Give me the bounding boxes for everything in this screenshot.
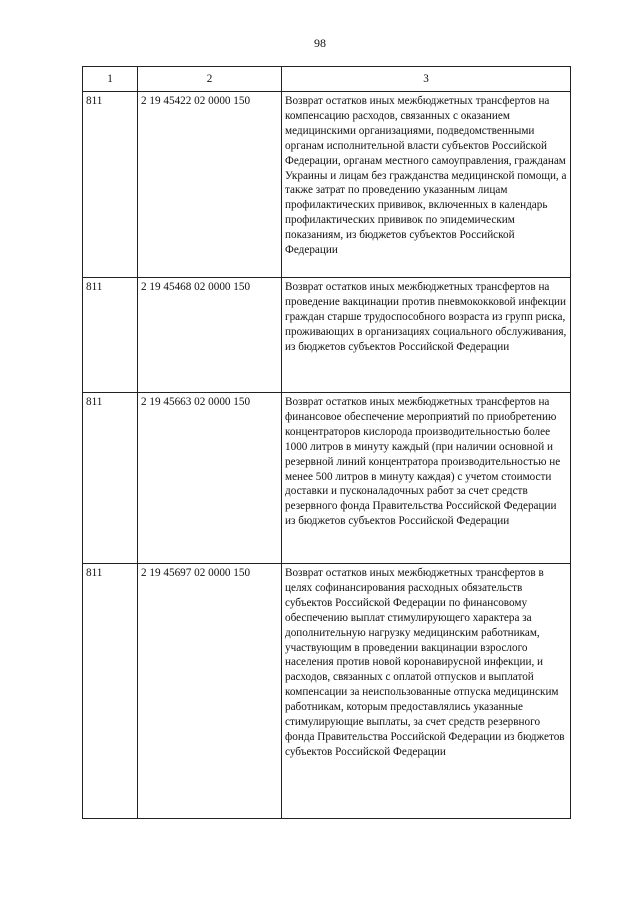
page-number: 98 (314, 36, 326, 50)
column-header-2: 2 (138, 67, 282, 92)
table-row (83, 92, 571, 278)
table-row (83, 278, 571, 393)
table-row (83, 393, 571, 564)
table-header-row (83, 67, 571, 92)
description-cell: Возврат остатков иных межбюджетных трансфертов на проведение вакцинации против пневмококковой инфекции граждан старше трудоспособного возраста из групп риска, проживающих в организациях социального обслуживания, из бюджетов субъектов Российской Федерации (282, 278, 571, 393)
admin-code-cell: 811 (83, 393, 138, 564)
admin-code-cell: 811 (83, 278, 138, 393)
description-cell: Возврат остатков иных межбюджетных трансфертов на компенсацию расходов, связанных с оказанием медицинскими организациями, подведомственными органам исполнительной власти субъектов Российской Федерации, органам местного самоуправления, гражданам Украины и лицам без гражданства медицинской помощи, а также затрат по проведению указанным лицам профилактических прививок, включенных в календарь профилактических прививок по эпидемическим показаниям, из бюджетов субъектов Российской Федерации (282, 92, 571, 278)
admin-code-cell: 811 (83, 92, 138, 278)
admin-code-cell: 811 (83, 564, 138, 819)
column-header-1: 1 (83, 67, 138, 92)
budget-code-cell: 2 19 45663 02 0000 150 (138, 393, 282, 564)
budget-code-cell: 2 19 45468 02 0000 150 (138, 278, 282, 393)
budget-code-cell: 2 19 45697 02 0000 150 (138, 564, 282, 819)
budget-codes-table (82, 66, 571, 819)
column-header-3: 3 (282, 67, 571, 92)
description-cell: Возврат остатков иных межбюджетных трансфертов на финансовое обеспечение мероприятий по приобретению концентраторов кислорода производительностью более 1000 литров в минуту каждый (при наличии основной и резервной линий концентратора производительностью не менее 500 литров в минуту каждая) с учетом стоимости доставки и пусконаладочных работ за счет средств резервного фонда Правительства Российской Федерации из бюджетов субъектов Российской Федерации (282, 393, 571, 564)
description-cell: Возврат остатков иных межбюджетных трансфертов в целях софинансирования расходных обязательств субъектов Российской Федерации по финансовому обеспечению выплат стимулирующего характера за дополнительную нагрузку медицинским работникам, участвующим в проведении вакцинации взрослого населения против новой коронавирусной инфекции, и расходов, связанных с оплатой отпусков и выплатой компенсации за неиспользованные отпуска медицинским работникам, которым предоставлялись указанные стимулирующие выплаты, за счет средств резервного фонда Правительства Российской Федерации из бюджетов субъектов Российской Федерации (282, 564, 571, 819)
table-row (83, 564, 571, 819)
budget-code-cell: 2 19 45422 02 0000 150 (138, 92, 282, 278)
